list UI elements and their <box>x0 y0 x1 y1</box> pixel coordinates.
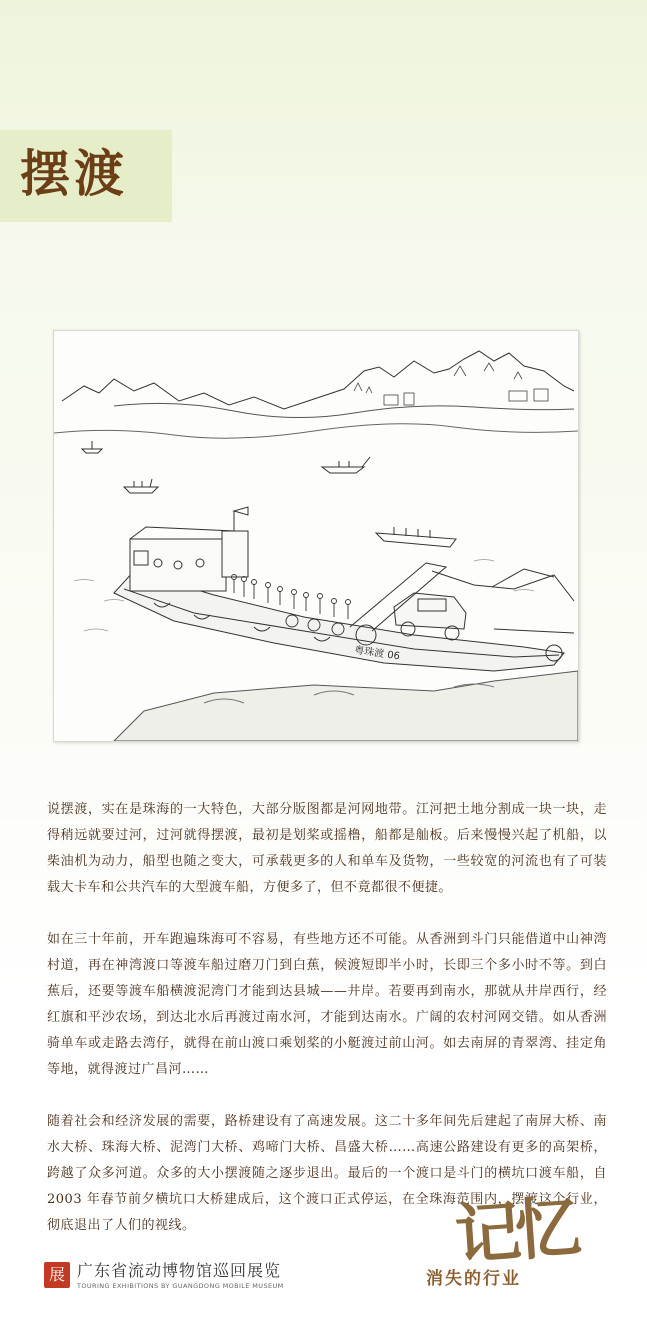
paragraph-2: 如在三十年前，开车跑遍珠海可不容易，有些地方还不可能。从香洲到斗门只能借道中山神湾村道，再在神湾渡口等渡车船过磨刀门到白蕉，候渡短即半小时，长即三个多小时不等。到白蕉后，还要等渡车船横渡泥湾门才能到达县城——井岸。若要再到南水，那就从井岸西行，经红旗和平沙农场，到达北水后再渡过南水河，才能到达南水。广阔的农村河网交错。如从香洲骑单车或走路去湾仔，就得在前山渡口乘划桨的小艇渡过前山河。如去南屏的青翠湾、挂定角等地，就得渡过广昌河…… <box>47 932 607 1077</box>
museum-logo <box>44 1262 70 1288</box>
small-boat <box>322 457 370 473</box>
car <box>394 593 466 640</box>
small-boat <box>82 441 102 453</box>
small-boat <box>124 479 158 493</box>
page-title: 摆渡 <box>20 144 128 203</box>
museum-logo-glyph: 展 <box>48 1265 65 1284</box>
museum-name: 广东省流动博物馆巡回展览 <box>77 1261 282 1280</box>
series-subtitle: 消失的行业 <box>426 1269 521 1289</box>
paragraph-1: 说摆渡，实在是珠海的一大特色，大部分版图都是河网地带。江河把土地分割成一块一块，走得稍远就要过河，过河就得摆渡，最初是划桨或摇橹，船都是舢板。后来慢慢兴起了机船，以柴油机为动力，船型也随之变大，可承载更多的人和单车及货物，一些较宽的河流也有了可装载大卡车和公共汽车的大型渡车船，方便多了，但不竟都很不便捷。 <box>47 802 607 895</box>
series-title: 记忆 <box>452 1187 578 1275</box>
boat-label: 粤珠渡 06 <box>353 645 401 663</box>
small-boat <box>376 527 456 547</box>
mountain-range <box>62 351 574 409</box>
paragraph-3: 随着社会和经济发展的需要，路桥建设有了高速发展。这二十多年间先后建起了南屏大桥、南水大桥、珠海大桥、泥湾门大桥、鸡啼门大桥、昌盛大桥……高速公路建设有更多的高架桥，跨越了众多河道。众多的大小摆渡随之逐步退出。最后的一个渡口是斗门的横坑口渡车船，自 2003 年春节前夕横坑口大桥建成后，这个渡口正式停运，在全珠海范围内，摆渡这个行业，彻底退出了人们的视线。 <box>47 1114 607 1233</box>
ferry-boat <box>114 507 574 671</box>
ferry-illustration <box>53 330 579 742</box>
museum-name-en: TOURING EXHIBITIONS BY GUANGDONG MOBILE MUSEUM <box>77 1282 284 1290</box>
